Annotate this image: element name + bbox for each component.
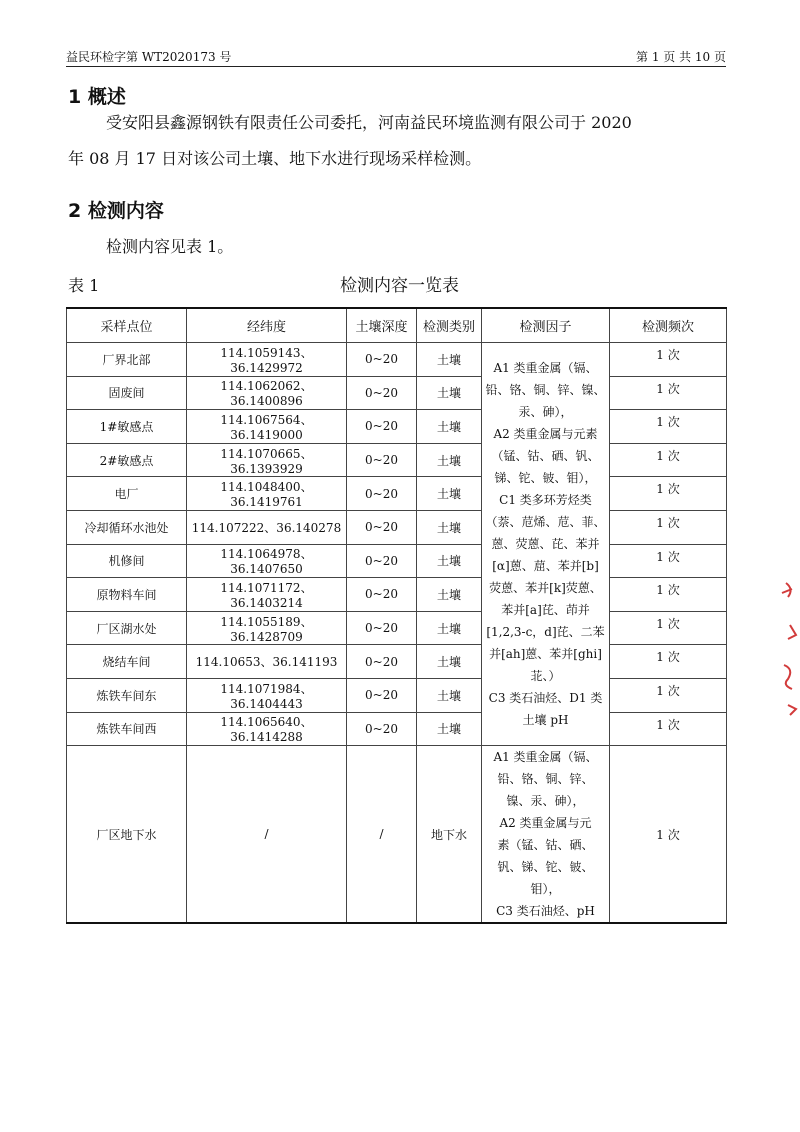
cell-freq: 1 次 [656, 717, 680, 732]
soil-factor-line: 苝、） [530, 669, 561, 684]
cell-freq: 1 次 [610, 578, 726, 612]
soil-factor-line: 铅、铬、铜、锌、镍、 [485, 383, 606, 398]
cell-freq: 1 次 [610, 511, 726, 545]
cell-depth: / [347, 746, 417, 924]
soil-factor-line: 苯并[a]芘、茚并 [501, 603, 590, 618]
soil-factor-line: A1 类重金属（镉、 [493, 361, 598, 376]
cell-type: 土壤 [417, 510, 482, 544]
page-header [66, 44, 726, 67]
groundwater-factors-cell [482, 746, 610, 924]
cell-type: 土壤 [417, 343, 482, 377]
table-row [67, 343, 727, 377]
cell-coord: 114.1071984、36.1404443 [187, 678, 347, 712]
header-depth: 土壤深度 [347, 308, 417, 343]
cell-type: 土壤 [417, 544, 482, 578]
detection-table [66, 307, 727, 924]
cell-freq: 1 次 [610, 343, 726, 377]
soil-factor-line: C1 类多环芳烃类 [499, 493, 592, 508]
cell-depth: 0~20 [347, 712, 417, 746]
soil-factor-line: A2 类重金属与元素 [493, 427, 598, 442]
cell-site: 厂界北部 [67, 343, 187, 377]
cell-type: 土壤 [417, 645, 482, 679]
soil-factor-line: （锰、钴、硒、钒、 [491, 449, 600, 464]
cell-freq: 1 次 [610, 545, 726, 579]
cell-depth: 0~20 [347, 645, 417, 679]
cell-depth: 0~20 [347, 343, 417, 377]
cell-freq: 1 次 [610, 477, 726, 511]
cell-site: 2#敏感点 [67, 443, 187, 477]
header-factors: 检测因子 [482, 308, 610, 343]
table-label: 表 1 [68, 276, 100, 295]
cell-freq: 1 次 [610, 679, 726, 713]
cell-type: 土壤 [417, 712, 482, 746]
header-freq: 检测频次 [610, 308, 727, 343]
cell-freq: 1 次 [610, 612, 726, 646]
cell-coord: 114.1062062、36.1400896 [187, 376, 347, 410]
groundwater-factor-line: A2 类重金属与元 [499, 816, 592, 831]
groundwater-factor-line: 钒、锑、铊、铍、 [497, 860, 594, 875]
groundwater-factor-line: 镍、汞、砷）， [506, 794, 585, 809]
table-title: 检测内容一览表 [340, 276, 459, 296]
cell-coord: 114.1059143、36.1429972 [187, 343, 347, 377]
section-1-line-2: 年 08 月 17 日对该公司土壤、地下水进行现场采样检测。 [68, 149, 482, 168]
section-1-line-1: 受安阳县鑫源钢铁有限责任公司委托，河南益民环境监测有限公司于 2020 [106, 113, 632, 132]
cell-coord: 114.1064978、36.1407650 [187, 544, 347, 578]
cell-coord: 114.107222、36.140278 [187, 510, 347, 544]
cell-type: 土壤 [417, 410, 482, 444]
cell-site: 炼铁车间东 [67, 678, 187, 712]
groundwater-factor-line: 素（锰、钴、硒、 [497, 838, 594, 853]
cell-site: 厂区湖水处 [67, 611, 187, 645]
soil-factor-line: C3 类石油烃、D1 类 [488, 691, 603, 706]
cell-coord: / [187, 746, 347, 924]
cell-site: 原物料车间 [67, 578, 187, 612]
soil-factor-line: 锑、铊、铍、钼）， [494, 471, 597, 486]
cell-site: 固废间 [67, 376, 187, 410]
cell-type: 土壤 [417, 578, 482, 612]
partial-stamp-mark [778, 575, 800, 735]
cell-freq: 1 次 [610, 444, 726, 478]
header-site: 采样点位 [67, 308, 187, 343]
cell-type: 土壤 [417, 477, 482, 511]
groundwater-factor-line: C3 类石油烃、pH [496, 904, 595, 919]
cell-depth: 0~20 [347, 443, 417, 477]
cell-coord: 114.1070665、36.1393929 [187, 443, 347, 477]
cell-freq: 1 次 [610, 377, 726, 411]
soil-factor-line: 蒽、荧蒽、芘、苯并 [491, 537, 600, 552]
section-2-title: 2 检测内容 [68, 200, 164, 222]
soil-factor-line: （萘、苊烯、苊、菲、 [485, 515, 606, 530]
report-number: 益民环检字第 WT2020173 号 [66, 50, 232, 64]
cell-type: 土壤 [417, 611, 482, 645]
cell-coord: 114.1071172、36.1403214 [187, 578, 347, 612]
cell-freq: 1 次 [610, 410, 726, 444]
cell-coord: 114.1065640、36.1414288 [187, 712, 347, 746]
page-indicator: 第 1 页 共 10 页 [636, 50, 726, 64]
cell-site: 冷却循环水池处 [67, 510, 187, 544]
soil-factor-line: 并[ah]蒽、苯并[ghi] [489, 647, 602, 662]
cell-coord: 114.1048400、36.1419761 [187, 477, 347, 511]
groundwater-row [67, 746, 727, 924]
cell-site: 炼铁车间西 [67, 712, 187, 746]
soil-factor-line: 汞、砷）， [518, 405, 573, 420]
soil-factors-cell [482, 343, 610, 746]
cell-freq: 1 次 [610, 746, 727, 924]
soil-factor-line: 荧蒽、苯并[k]荧蒽、 [489, 581, 602, 596]
cell-freq: 1 次 [610, 645, 726, 679]
cell-site: 电厂 [67, 477, 187, 511]
cell-depth: 0~20 [347, 410, 417, 444]
cell-depth: 0~20 [347, 544, 417, 578]
header-type: 检测类别 [417, 308, 482, 343]
soil-freq-column [610, 343, 727, 746]
cell-site: 厂区地下水 [67, 746, 187, 924]
cell-site: 机修间 [67, 544, 187, 578]
groundwater-factor-line: A1 类重金属（镉、 [493, 750, 598, 765]
cell-coord: 114.10653、36.141193 [187, 645, 347, 679]
soil-factor-line: [α]蒽、䓛、苯并[b] [492, 559, 599, 574]
cell-type: 土壤 [417, 443, 482, 477]
table-header-row [67, 308, 727, 343]
cell-site: 烧结车间 [67, 645, 187, 679]
section-1-title: 1 概述 [68, 86, 126, 108]
cell-coord: 114.1067564、36.1419000 [187, 410, 347, 444]
soil-factor-line: [1,2,3-c，d]芘、二苯 [486, 625, 605, 640]
groundwater-factor-line: 钼）， [530, 882, 561, 897]
cell-type: 土壤 [417, 376, 482, 410]
cell-depth: 0~20 [347, 477, 417, 511]
cell-depth: 0~20 [347, 376, 417, 410]
header-coord: 经纬度 [187, 308, 347, 343]
cell-coord: 114.1055189、36.1428709 [187, 611, 347, 645]
cell-depth: 0~20 [347, 578, 417, 612]
cell-type: 土壤 [417, 678, 482, 712]
cell-depth: 0~20 [347, 678, 417, 712]
cell-depth: 0~20 [347, 611, 417, 645]
cell-site: 1#敏感点 [67, 410, 187, 444]
cell-type: 地下水 [417, 746, 482, 924]
groundwater-factor-line: 铅、铬、铜、锌、 [497, 772, 594, 787]
soil-factor-line: 土壤 pH [522, 713, 569, 728]
section-2-line-1: 检测内容见表 1。 [106, 237, 234, 256]
cell-depth: 0~20 [347, 510, 417, 544]
